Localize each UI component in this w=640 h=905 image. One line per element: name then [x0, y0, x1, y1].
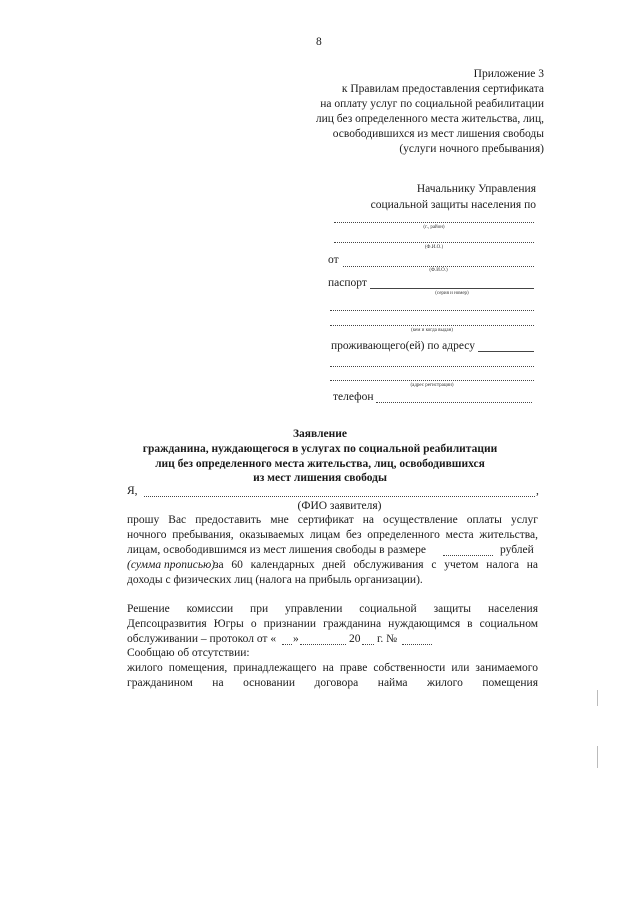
phone-label: телефон: [333, 391, 374, 403]
decision-line-3a: обслуживании – протокол от «: [127, 633, 277, 645]
address-field-line-1[interactable]: [478, 351, 534, 352]
appendix-line: лиц без определенного места жительства, лиц,: [315, 113, 544, 125]
decision-line-3c: 20: [349, 633, 361, 645]
appendix-line: (услуги ночного пребывания): [399, 143, 544, 155]
addressee-line-1: Начальнику Управления: [416, 183, 536, 195]
decision-line-1: Решение комиссии при управлении социальной защиты населения: [127, 603, 538, 615]
head-fio-field-line[interactable]: [334, 242, 534, 243]
appendix-line: к Правилам предоставления сертификата: [341, 83, 544, 95]
hint-fio-applicant: (Ф.И.О.): [429, 268, 448, 273]
residing-label: проживающего(ей) по адресу: [331, 340, 475, 352]
statement-subtitle-1: гражданина, нуждающегося в услугах по социальной реабилитации: [142, 443, 498, 455]
scan-speck: [597, 690, 598, 706]
hint-issued: (кем и когда выдан): [411, 328, 453, 333]
applicant-fio-field-line[interactable]: [144, 496, 535, 497]
page-number: 8: [316, 36, 322, 48]
request-line-3-start: лицам, освободившимся из мест лишения свободы в размере: [127, 544, 426, 556]
statement-subtitle-3: из мест лишения свободы: [253, 472, 387, 484]
hint-fio-head: (Ф.И.О.): [424, 245, 444, 250]
request-line-1: прошу Вас предоставить мне сертификат на осуществление оплаты услуг: [127, 514, 538, 526]
statement-title: Заявление: [292, 428, 347, 440]
decision-line-2: Депсоцразвития Югры о признании гражданина нуждающимся в социальном: [127, 618, 538, 630]
phone-field-line[interactable]: [376, 402, 532, 403]
appendix-line: на оплату услуг по социальной реабилитации: [320, 98, 544, 110]
from-label: от: [328, 254, 339, 266]
hint-address: (адрес регистрации): [410, 383, 454, 388]
scan-speck: [597, 746, 598, 768]
hint-applicant-fio: (ФИО заявителя): [297, 500, 382, 512]
statement-subtitle-2: лиц без определенного места жительства, лиц, освободившихся: [155, 458, 485, 470]
absence-line-1: жилого помещения, принадлежащего на праве собственности или занимаемого: [127, 662, 538, 674]
hint-series: (серия и номер): [435, 291, 469, 296]
absence-title: Сообщаю об отсутствии:: [127, 647, 250, 659]
amount-in-words-hint: (сумма прописью): [127, 559, 216, 571]
absence-line-2: гражданином на основании договора найма жилого помещения: [127, 677, 538, 689]
request-line-4: за 60 календарных дней обслуживания с учетом налога на: [214, 559, 538, 571]
request-line-3-end: рублей: [500, 544, 534, 556]
applicant-prefix: Я,: [127, 485, 138, 497]
addressee-line-2: социальной защиты населения по: [370, 199, 536, 211]
applicant-suffix: ,: [536, 485, 539, 497]
protocol-year-field[interactable]: [362, 644, 374, 645]
appendix-title: Приложение 3: [473, 68, 544, 80]
request-line-2: ночного пребывания, оказываемых лицам без определенного места жительства,: [127, 529, 538, 541]
request-line-5: доходы с физических лиц (налога на прибыль организации).: [127, 574, 423, 586]
passport-issued-line-2[interactable]: [330, 325, 534, 326]
decision-line-3d: г. №: [377, 633, 398, 645]
passport-field-line[interactable]: [370, 288, 534, 289]
passport-issued-line-1[interactable]: [330, 310, 534, 311]
passport-label: паспорт: [328, 277, 367, 289]
hint-city: (г., район): [423, 225, 445, 230]
from-fio-field-line[interactable]: [343, 266, 534, 267]
city-field-line[interactable]: [334, 222, 534, 223]
address-field-line-2[interactable]: [330, 366, 534, 367]
amount-field-line[interactable]: [443, 555, 493, 556]
protocol-day-field[interactable]: [282, 644, 292, 645]
protocol-number-field[interactable]: [402, 644, 432, 645]
protocol-month-field[interactable]: [300, 644, 346, 645]
address-field-line-3[interactable]: [330, 380, 534, 381]
decision-line-3b: »: [293, 633, 299, 645]
appendix-line: освободившихся из мест лишения свободы: [332, 128, 544, 140]
